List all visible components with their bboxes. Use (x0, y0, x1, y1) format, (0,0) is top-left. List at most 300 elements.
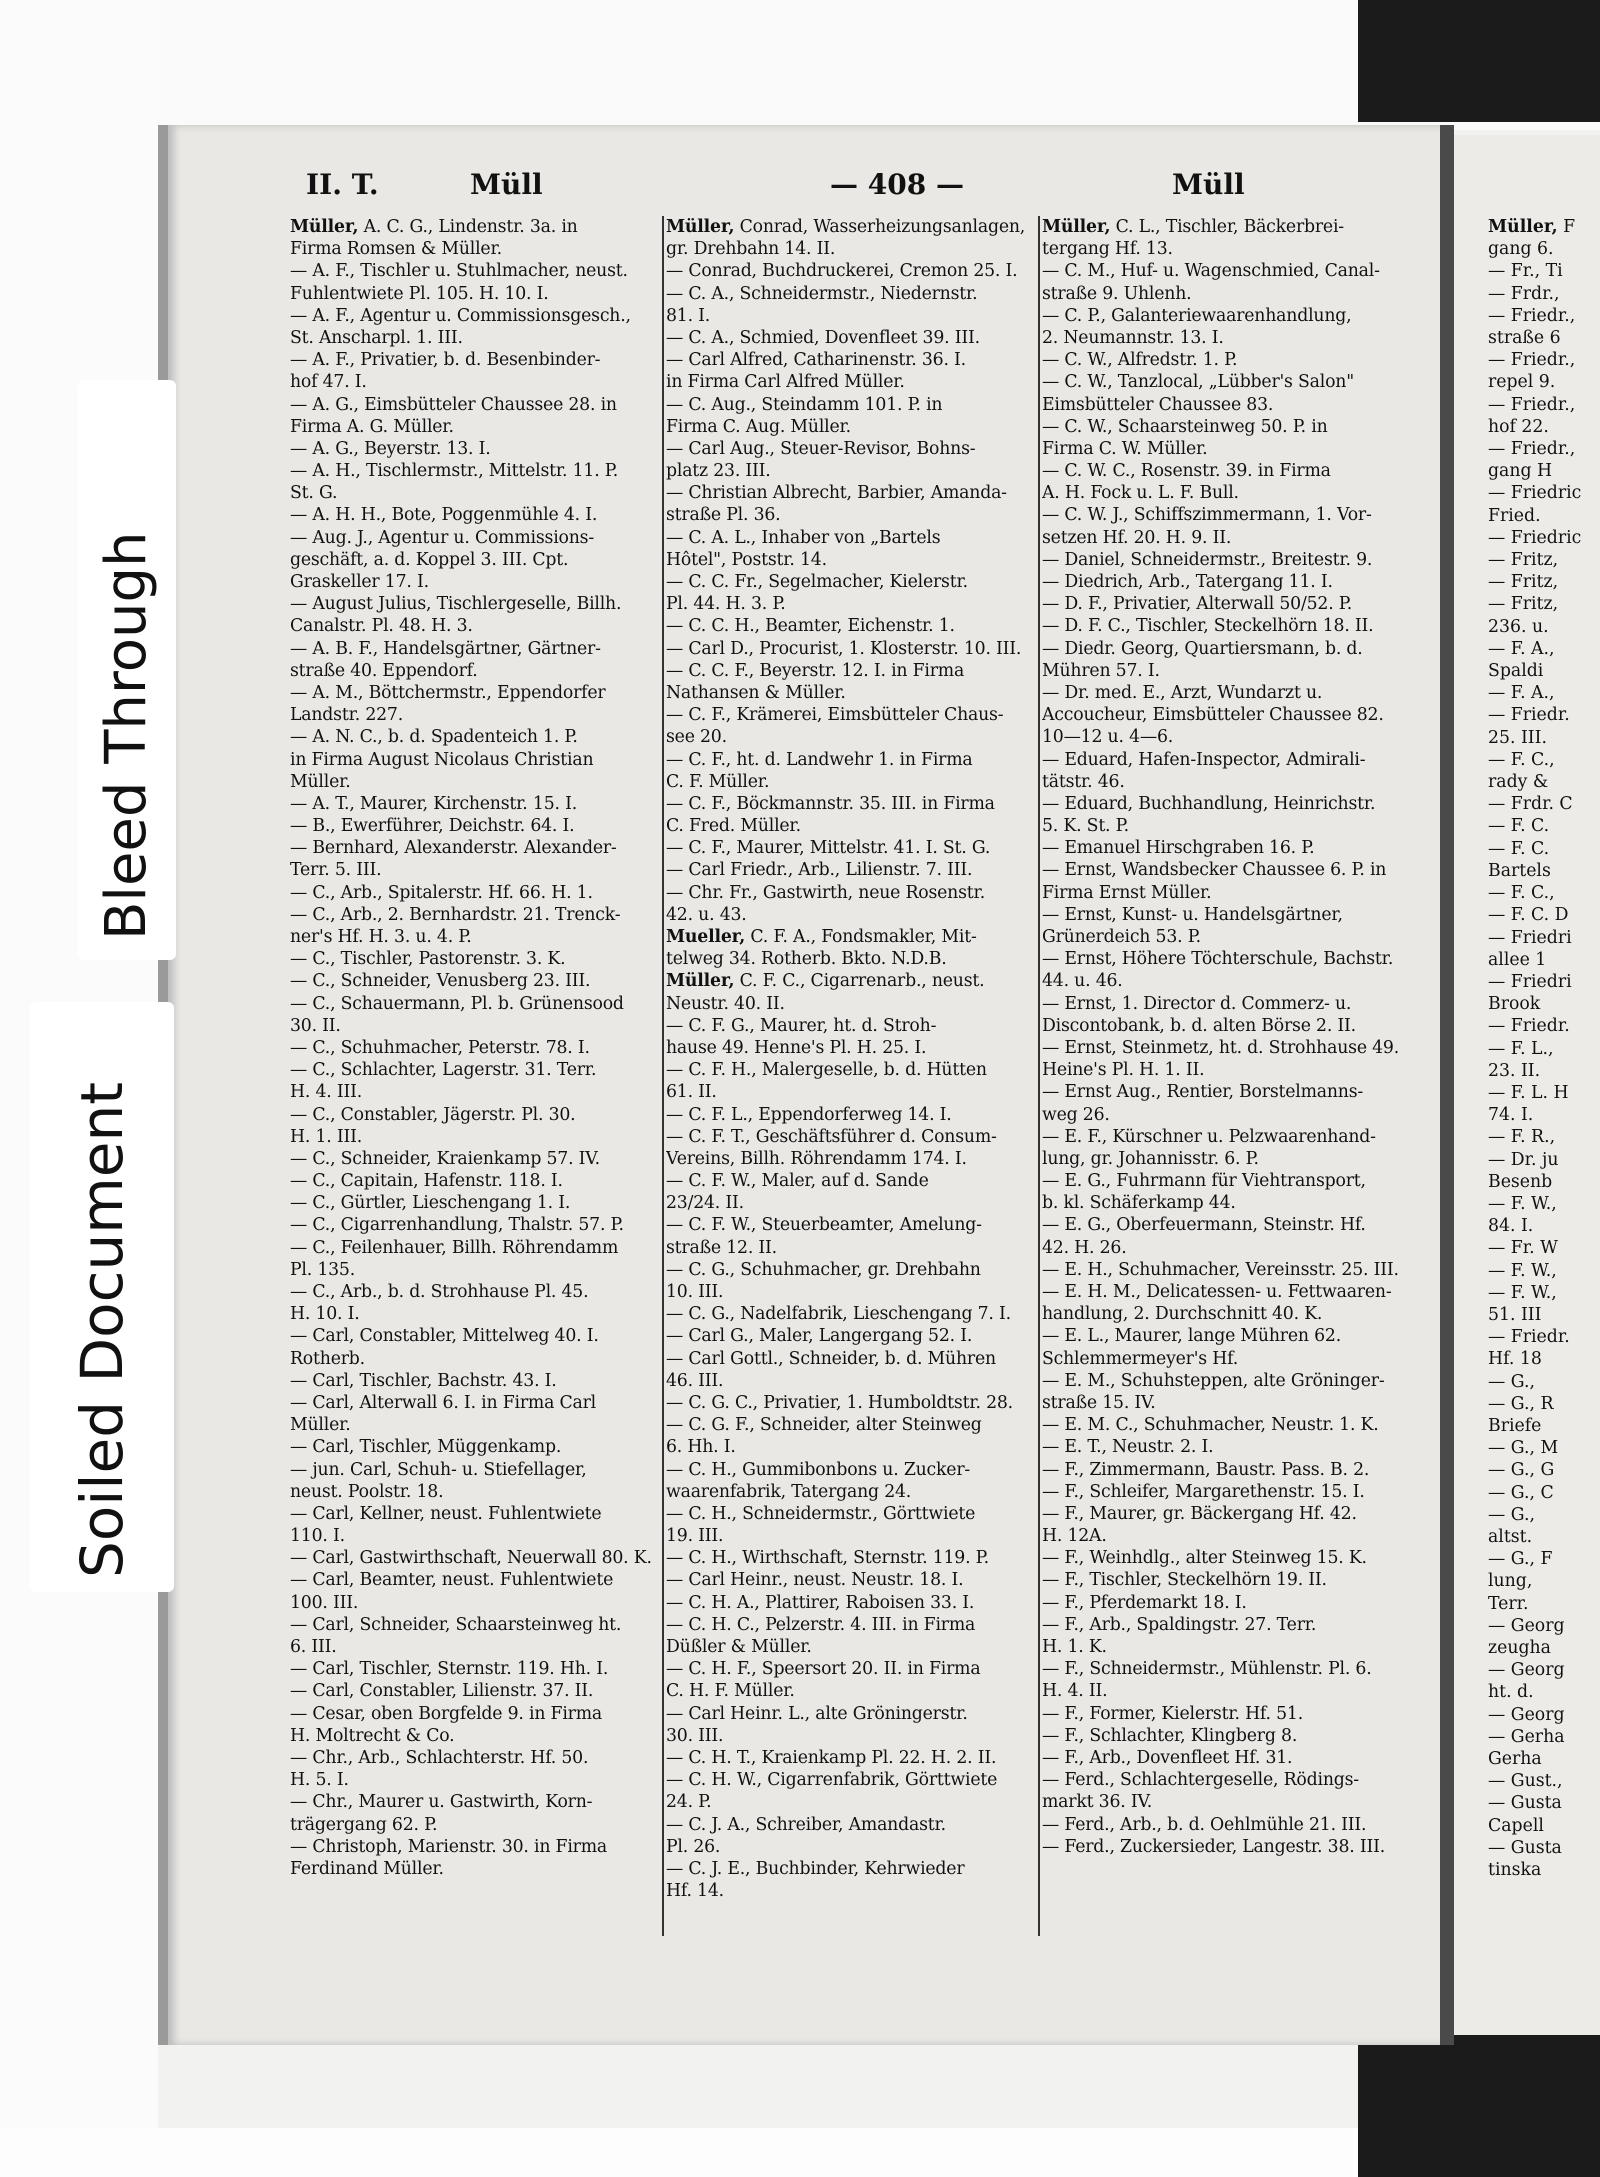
directory-entry-line: — C. F. T., Geschäftsführer d. Consum- (666, 1126, 997, 1147)
directory-entry-line: — C. G. C., Privatier, 1. Humboldtstr. 28. (666, 1392, 1013, 1413)
directory-entry-line: — E. T., Neustr. 2. I. (1042, 1437, 1214, 1458)
directory-entry-line: — G., C (1488, 1482, 1554, 1503)
directory-entry-line: 236. u. (1488, 616, 1549, 637)
directory-entry-line: Grünerdeich 53. P. (1042, 927, 1201, 947)
directory-entry-line: tätstr. 46. (1042, 771, 1125, 792)
directory-entry-line: — Ferd., Zuckersieder, Langestr. 38. III. (1042, 1836, 1385, 1857)
directory-entry-line: — F. C. (1488, 838, 1550, 859)
directory-entry-line: — C. A., Schmied, Dovenfleet 39. III. (666, 327, 980, 348)
directory-entry-line: Müller, Conrad, Wasserheizungsanlagen, (666, 217, 1026, 237)
directory-entry-line: Gerha (1488, 1749, 1542, 1770)
directory-entry-line: — C., Schlachter, Lagerstr. 31. Terr. (290, 1060, 597, 1081)
directory-entry-line: — C., Feilenhauer, Billh. Röhrendamm (290, 1237, 619, 1258)
directory-entry-line: see 20. (666, 727, 727, 748)
directory-entry-line: ner's Hf. H. 3. u. 4. P. (290, 927, 472, 947)
directory-entry-line: Müller, C. F. C., Cigarrenarb., neust. (666, 971, 985, 992)
directory-entry-line: — C. H., Wirthschaft, Sternstr. 119. P. (666, 1548, 989, 1569)
directory-entry-line: — Ernst, Wandsbecker Chaussee 6. P. in (1042, 860, 1387, 881)
directory-entry-line: — Fritz, (1488, 572, 1559, 593)
directory-entry-line: — C. C. H., Beamter, Eichenstr. 1. (666, 616, 955, 637)
directory-entry-line: H. 1. K. (1042, 1637, 1107, 1657)
directory-entry-line: Hf. 14. (666, 1881, 724, 1902)
directory-entry-line: — C. H., Gummibonbons u. Zucker- (666, 1459, 971, 1480)
directory-entry-line: — Eduard, Buchhandlung, Heinrichstr. (1042, 793, 1376, 814)
directory-entry-line: — C. F. W., Maler, auf d. Sande (666, 1171, 929, 1192)
directory-entry-line: — Fritz, (1488, 550, 1559, 571)
directory-entry-line: Vereins, Billh. Röhrendamm 174. I. (666, 1148, 967, 1169)
directory-entry-line: — F. R., (1488, 1127, 1556, 1148)
surname-heading: Mueller, (666, 927, 746, 947)
directory-entry-line: — C. W. J., Schiffszimmermann, 1. Vor- (1042, 505, 1372, 526)
directory-entry-line: straße 9. Uhlenh. (1042, 283, 1192, 304)
directory-entry-line: — Carl, Constabler, Mittelweg 40. I. (290, 1326, 599, 1347)
directory-entry-line: Terr. (1488, 1593, 1529, 1614)
directory-entry-line: — C. Aug., Steindamm 101. P. in (666, 394, 943, 415)
directory-entry-line: A. H. Fock u. L. F. Bull. (1042, 483, 1239, 504)
directory-entry-line: — C. C. Fr., Segelmacher, Kielerstr. (666, 572, 968, 592)
directory-entry-line: 46. III. (666, 1370, 724, 1391)
directory-entry-line: — Ferd., Arb., b. d. Oehlmühle 21. III. (1042, 1814, 1367, 1835)
column-rule (662, 216, 664, 1936)
directory-entry-line: markt 36. IV. (1042, 1792, 1153, 1813)
directory-entry-line: — F. L. H (1488, 1082, 1569, 1103)
directory-entry-line: Müller. (290, 1415, 351, 1436)
directory-entry-line: — F. C. D (1488, 905, 1569, 926)
directory-entry-line: — Chr., Arb., Schlachterstr. Hf. 50. (290, 1747, 589, 1768)
directory-entry-line: — Chr. Fr., Gastwirth, neue Rosenstr. (666, 882, 985, 903)
directory-entry-line: — C., Schuhmacher, Peterstr. 78. I. (290, 1037, 590, 1058)
directory-entry-line: Discontobank, b. d. alten Börse 2. II. (1042, 1015, 1356, 1036)
directory-entry-line: Müller, C. L., Tischler, Bäckerbrei- (1042, 217, 1344, 237)
directory-entry-line: — Ernst, 1. Director d. Commerz- u. (1042, 993, 1352, 1014)
directory-entry-line: H. 4. III. (290, 1082, 363, 1103)
directory-entry-line: — C. G., Nadelfabrik, Lieschengang 7. I. (666, 1304, 1011, 1325)
directory-entry-line: — Frdr. C (1488, 794, 1573, 815)
directory-entry-line: — F., Tischler, Steckelhörn 19. II. (1042, 1570, 1327, 1591)
directory-entry-line: — Carl, Tischler, Bachstr. 43. I. (290, 1370, 557, 1391)
directory-entry-line: b. kl. Schäferkamp 44. (1042, 1193, 1236, 1214)
directory-entry-line: — F. A., (1488, 638, 1555, 659)
directory-entry-line: — E. H. M., Delicatessen- u. Fettwaaren- (1042, 1282, 1392, 1302)
directory-entry-line: gr. Drehbahn 14. II. (666, 239, 836, 260)
directory-entry-line: — Carl Heinr. L., alte Gröningerstr. (666, 1703, 968, 1724)
directory-entry-line: — Conrad, Buchdruckerei, Cremon 25. I. (666, 261, 1018, 282)
directory-entry-line: — G., G (1488, 1460, 1555, 1481)
directory-entry-line: — C. F., Krämerei, Eimsbütteler Chaus- (666, 705, 1004, 726)
directory-entry-line: — Carl Heinr., neust. Neustr. 18. I. (666, 1570, 964, 1591)
directory-entry-line: — C. F., ht. d. Landwehr 1. in Firma (666, 749, 973, 770)
directory-entry-line: Pl. 26. (666, 1836, 721, 1857)
directory-entry-line: — Carl, Alterwall 6. I. in Firma Carl (290, 1392, 596, 1413)
directory-entry-line: — Carl, Kellner, neust. Fuhlentwiete (290, 1503, 602, 1524)
directory-entry-line: trägergang 62. P. (290, 1814, 438, 1835)
directory-entry-line: Mueller, C. F. A., Fondsmakler, Mit- (666, 927, 977, 947)
header-catchword-left: Müll (470, 168, 543, 201)
directory-entry-line: — F., Weinhdlg., alter Steinweg 15. K. (1042, 1548, 1367, 1569)
directory-entry-line: — A. N. C., b. d. Spadenteich 1. P. (290, 727, 578, 748)
directory-entry-line: — F. C. (1488, 816, 1550, 837)
directory-entry-line: Terr. 5. III. (290, 860, 382, 881)
directory-entry-line: — Gusta (1488, 1837, 1562, 1858)
directory-entry-line: — Fr. W (1488, 1238, 1558, 1259)
directory-entry-line: straße Pl. 36. (666, 505, 781, 526)
directory-entry-line: 61. II. (666, 1082, 717, 1103)
directory-entry-line: — Daniel, Schneidermstr., Breitestr. 9. (1042, 549, 1373, 570)
directory-entry-line: — G., (1488, 1371, 1535, 1392)
directory-entry-line: — F., Maurer, gr. Bäckergang Hf. 42. (1042, 1503, 1357, 1524)
directory-entry-line: — C. H., Schneidermstr., Görttwiete (666, 1503, 976, 1524)
directory-entry-line: — C., Capitain, Hafenstr. 118. I. (290, 1171, 563, 1192)
directory-entry-line: 30. II. (290, 1015, 341, 1036)
directory-entry-line: — Emanuel Hirschgraben 16. P. (1042, 838, 1315, 859)
directory-entry-line: — Friedr., (1488, 350, 1576, 371)
directory-entry-line: — G., F (1488, 1549, 1553, 1570)
directory-entry-line: — Diedrich, Arb., Tatergang 11. I. (1042, 572, 1333, 592)
directory-entry-line: — Carl D., Procurist, 1. Klosterstr. 10. III. (666, 638, 1022, 659)
directory-entry-line: — Carl, Gastwirthschaft, Neuerwall 80. K. (290, 1548, 652, 1569)
directory-entry-line: Hôtel", Poststr. 14. (666, 549, 827, 570)
scan-dark-edge-bottom (1358, 2035, 1600, 2177)
directory-entry-line: — Aug. J., Agentur u. Commissions- (290, 527, 594, 548)
directory-entry-line: Schlemmermeyer's Hf. (1042, 1348, 1238, 1369)
directory-entry-line: platz 23. III. (666, 461, 771, 482)
directory-entry-line: — Friedr. (1488, 705, 1570, 726)
directory-entry-line: — A. T., Maurer, Kirchenstr. 15. I. (290, 793, 577, 814)
next-page-column-fragment (1488, 216, 1600, 1881)
directory-entry-line: — Diedr. Georg, Quartiersmann, b. d. (1042, 638, 1363, 659)
directory-entry-line: — C., Cigarrenhandlung, Thalstr. 57. P. (290, 1215, 624, 1236)
directory-entry-line: — Ernst, Steinmetz, ht. d. Strohhause 49. (1042, 1037, 1400, 1058)
directory-entry-line: Capell (1488, 1815, 1544, 1836)
soiled-document-text: Soiled Document (68, 1082, 136, 1578)
directory-entry-line: — B., Ewerführer, Deichstr. 64. I. (290, 816, 575, 837)
directory-entry-line: C. Fred. Müller. (666, 816, 801, 837)
directory-entry-line: Ferdinand Müller. (290, 1858, 444, 1879)
directory-entry-line: waarenfabrik, Tatergang 24. (666, 1481, 912, 1502)
soiled-document-label (30, 1002, 174, 1592)
directory-entry-line: — Friedric (1488, 483, 1582, 504)
directory-entry-line: — Friedr. (1488, 1016, 1570, 1037)
directory-entry-line: — E. H., Schuhmacher, Vereinsstr. 25. III. (1042, 1259, 1399, 1280)
directory-entry-line: — Friedr. (1488, 1327, 1570, 1348)
directory-entry-line: — C. F. W., Steuerbeamter, Amelung- (666, 1215, 982, 1236)
directory-entry-line: allee 1 (1488, 949, 1547, 970)
directory-entry-line: Rotherb. (290, 1348, 365, 1369)
directory-entry-line: — Ferd., Schlachtergeselle, Rödings- (1042, 1770, 1359, 1791)
directory-entry-line: — C., Arb., Spitalerstr. Hf. 66. H. 1. (290, 882, 593, 903)
directory-entry-line: — C. G., Schuhmacher, gr. Drehbahn (666, 1259, 981, 1280)
directory-entry-line: — C. P., Galanteriewaarenhandlung, (1042, 305, 1352, 326)
directory-entry-line: 10. III. (666, 1282, 724, 1302)
directory-entry-line: — C. H. C., Pelzerstr. 4. III. in Firma (666, 1614, 976, 1635)
directory-entry-line: Landstr. 227. (290, 705, 404, 726)
directory-entry-line: — Georg (1488, 1615, 1565, 1636)
directory-column-2 (666, 216, 1038, 1902)
directory-entry-line: geschäft, a. d. Koppel 3. III. Cpt. (290, 549, 569, 570)
directory-entry-line: 10—12 u. 4—6. (1042, 727, 1174, 748)
directory-entry-line: Spaldi (1488, 661, 1544, 682)
directory-entry-line: — Eduard, Hafen-Inspector, Admirali- (1042, 749, 1366, 770)
directory-column-1 (290, 216, 662, 1880)
directory-entry-line: Pl. 44. H. 3. P. (666, 594, 786, 615)
directory-entry-line: Bartels (1488, 860, 1551, 881)
directory-entry-line: 84. I. (1488, 1216, 1534, 1237)
directory-entry-line: Mühren 57. I. (1042, 660, 1160, 681)
directory-entry-line: — C. J. A., Schreiber, Amandastr. (666, 1814, 946, 1835)
directory-entry-line: — Gust., (1488, 1771, 1563, 1792)
directory-entry-line: — F., Arb., Dovenfleet Hf. 31. (1042, 1747, 1293, 1768)
directory-entry-line: — C. H. A., Plattirer, Raboisen 33. I. (666, 1592, 975, 1613)
directory-entry-line: — E. F., Kürschner u. Pelzwaarenhand- (1042, 1126, 1376, 1147)
header-catchword-right: Müll (1172, 168, 1245, 201)
surname-heading: Müller, (666, 217, 735, 237)
directory-entry-line: — Gusta (1488, 1793, 1562, 1814)
directory-entry-line: — Carl Alfred, Catharinenstr. 36. I. (666, 350, 966, 371)
directory-entry-line: 6. Hh. I. (666, 1437, 736, 1458)
directory-entry-line: — C. H. W., Cigarrenfabrik, Görttwiete (666, 1770, 998, 1791)
directory-entry-line: straße 15. IV. (1042, 1392, 1156, 1413)
directory-entry-line: — A. F., Agentur u. Commissionsgesch., (290, 305, 631, 326)
directory-entry-line: — Carl G., Maler, Langergang 52. I. (666, 1326, 973, 1347)
directory-entry-line: — A. B. F., Handelsgärtner, Gärtner- (290, 638, 601, 659)
directory-entry-line: — Fr., Ti (1488, 261, 1563, 282)
directory-entry-line: 25. III. (1488, 727, 1547, 748)
directory-entry-line: — F., Former, Kielerstr. Hf. 51. (1042, 1703, 1303, 1724)
directory-entry-line: — A. H. H., Bote, Poggenmühle 4. I. (290, 505, 598, 526)
bleed-through-label (78, 380, 176, 960)
directory-entry-line: St. G. (290, 483, 338, 504)
directory-entry-line: Besenb (1488, 1171, 1553, 1192)
directory-entry-line: — Friedri (1488, 971, 1572, 992)
directory-entry-line: — Carl Friedr., Arb., Lilienstr. 7. III. (666, 860, 973, 881)
directory-entry-line: 5. K. St. P. (1042, 816, 1129, 837)
directory-entry-line: setzen Hf. 20. H. 9. II. (1042, 527, 1232, 548)
directory-entry-line: — C. A. L., Inhaber von „Bartels (666, 527, 941, 548)
directory-entry-line: 110. I. (290, 1526, 345, 1547)
directory-entry-line: — C. F. H., Malergeselle, b. d. Hütten (666, 1060, 987, 1081)
directory-entry-line: — C. A., Schneidermstr., Niedernstr. (666, 283, 978, 304)
directory-entry-line: — F. A., (1488, 683, 1555, 704)
directory-entry-line: in Firma Carl Alfred Müller. (666, 372, 905, 393)
directory-entry-line: 23. II. (1488, 1060, 1541, 1081)
directory-entry-line: Hf. 18 (1488, 1349, 1542, 1370)
column-rule (1038, 216, 1040, 1936)
directory-entry-line: — G., R (1488, 1393, 1554, 1414)
directory-entry-line: Pl. 135. (290, 1259, 356, 1280)
directory-entry-line: Müller, A. C. G., Lindenstr. 3a. in (290, 217, 578, 237)
directory-entry-line: — Cesar, oben Borgfelde 9. in Firma (290, 1703, 603, 1724)
directory-entry-line: straße 6 (1488, 328, 1561, 349)
surname-heading: Müller, (666, 971, 735, 992)
directory-entry-line: straße 40. Eppendorf. (290, 660, 478, 681)
page-gutter (1440, 125, 1454, 2045)
directory-entry-line: — F., Zimmermann, Baustr. Pass. B. 2. (1042, 1459, 1370, 1480)
directory-entry-line: Nathansen & Müller. (666, 682, 846, 703)
directory-entry-line: 74. I. (1488, 1105, 1534, 1126)
bleed-through-text: Bleed Through (94, 531, 159, 940)
directory-entry-line: — A. M., Böttchermstr., Eppendorfer (290, 682, 606, 703)
directory-entry-line: Müller. (290, 771, 351, 792)
directory-entry-line: — Carl Gottl., Schneider, b. d. Mühren (666, 1348, 996, 1369)
directory-entry-line: — Ernst, Höhere Töchterschule, Bachstr. (1042, 949, 1394, 970)
directory-entry-line: — Ernst, Kunst- u. Handelsgärtner, (1042, 904, 1343, 925)
directory-entry-line: 42. H. 26. (1042, 1237, 1127, 1258)
directory-entry-line: H. Moltrecht & Co. (290, 1725, 455, 1746)
directory-entry-line: neust. Poolstr. 18. (290, 1481, 444, 1502)
directory-entry-line: Eimsbütteler Chaussee 83. (1042, 394, 1274, 415)
directory-entry-line: — F. W., (1488, 1193, 1557, 1214)
directory-entry-line: 30. III. (666, 1725, 724, 1746)
directory-entry-line: tinska (1488, 1860, 1542, 1881)
directory-entry-line: — A. G., Beyerstr. 13. I. (290, 438, 491, 459)
directory-entry-line: — C., Schneider, Venusberg 23. III. (290, 971, 591, 992)
directory-entry-line: 44. u. 46. (1042, 971, 1123, 992)
directory-entry-line: 100. III. (290, 1592, 359, 1613)
directory-entry-line: straße 12. II. (666, 1237, 777, 1258)
directory-entry-line: — Carl Aug., Steuer-Revisor, Bohns- (666, 438, 976, 459)
directory-entry-line: — C. F. L., Eppendorferweg 14. I. (666, 1104, 952, 1125)
directory-entry-line: 19. III. (666, 1526, 724, 1547)
directory-entry-line: rady & (1488, 772, 1549, 793)
surname-heading: Müller, (1042, 217, 1111, 237)
directory-entry-line: hause 49. Henne's Pl. H. 25. I. (666, 1037, 927, 1058)
directory-entry-line: — August Julius, Tischlergeselle, Billh. (290, 594, 622, 615)
directory-entry-line: — Carl, Tischler, Müggenkamp. (290, 1437, 562, 1458)
directory-entry-line: — Friedr., (1488, 439, 1576, 460)
directory-entry-line: — Friedr., (1488, 305, 1576, 326)
directory-entry-line: Firma A. G. Müller. (290, 416, 454, 437)
directory-entry-line: — Chr., Maurer u. Gastwirth, Korn- (290, 1792, 593, 1813)
directory-entry-line: — A. G., Eimsbütteler Chaussee 28. in (290, 394, 617, 415)
directory-entry-line: H. 10. I. (290, 1304, 360, 1325)
directory-entry-line: — D. F., Privatier, Alterwall 50/52. P. (1042, 594, 1352, 615)
directory-entry-line: — F. W., (1488, 1260, 1557, 1281)
directory-entry-line: Briefe (1488, 1415, 1542, 1436)
directory-entry-line: — F. L., (1488, 1038, 1554, 1059)
directory-entry-line: — F., Arb., Spaldingstr. 27. Terr. (1042, 1614, 1317, 1635)
directory-entry-line: in Firma August Nicolaus Christian (290, 749, 594, 770)
directory-entry-line: — F. C., (1488, 883, 1555, 904)
directory-entry-line: — E. L., Maurer, lange Mühren 62. (1042, 1326, 1341, 1347)
directory-entry-line: — C., Arb., b. d. Strohhause Pl. 45. (290, 1282, 589, 1302)
surname-heading: Müller, (1488, 217, 1558, 237)
scan-dark-edge-top (1358, 0, 1600, 122)
directory-entry-line: 51. III (1488, 1304, 1542, 1325)
directory-entry-line: Heine's Pl. H. 1. II. (1042, 1060, 1205, 1081)
directory-entry-line: — A. H., Tischlermstr., Mittelstr. 11. P. (290, 461, 618, 482)
directory-entry-line: telweg 34. Rotherb. Bkto. N.D.B. (666, 949, 947, 970)
directory-entry-line: — Friedric (1488, 527, 1582, 548)
directory-entry-line: — Fritz, (1488, 594, 1559, 615)
header-volume: II. T. (306, 168, 379, 201)
directory-entry-line: — Carl, Beamter, neust. Fuhlentwiete (290, 1570, 614, 1591)
surname-heading: Müller, (290, 217, 359, 237)
directory-entry-line: lung, (1488, 1571, 1533, 1592)
directory-entry-line: Canalstr. Pl. 48. H. 3. (290, 616, 473, 637)
directory-entry-line: tergang Hf. 13. (1042, 239, 1173, 260)
directory-entry-line: — F. C., (1488, 749, 1555, 770)
directory-entry-line: altst. (1488, 1526, 1533, 1547)
directory-entry-line: Müller, F (1488, 217, 1576, 237)
directory-entry-line: 6. III. (290, 1637, 337, 1657)
directory-entry-line: gang H (1488, 461, 1553, 482)
directory-entry-line: Firma Ernst Müller. (1042, 882, 1212, 903)
directory-entry-line: hof 47. I. (290, 372, 367, 393)
directory-entry-line: Firma C. Aug. Müller. (666, 416, 851, 437)
directory-entry-line: 81. I. (666, 305, 711, 326)
directory-entry-line: — C. F., Böckmannstr. 35. III. in Firma (666, 793, 995, 814)
directory-entry-line: — Dr. ju (1488, 1149, 1559, 1170)
directory-entry-line: — Gerha (1488, 1726, 1565, 1747)
directory-entry-line: — Friedri (1488, 927, 1572, 948)
directory-entry-line: — E. G., Oberfeuermann, Steinstr. Hf. (1042, 1215, 1366, 1236)
directory-entry-line: — C. W., Alfredstr. 1. P. (1042, 350, 1238, 371)
directory-entry-line: St. Anscharpl. 1. III. (290, 327, 463, 348)
directory-entry-line: — F., Schlachter, Klingberg 8. (1042, 1725, 1298, 1746)
directory-entry-line: — E. M., Schuhsteppen, alte Gröninger- (1042, 1370, 1385, 1391)
directory-entry-line: — C. G. F., Schneider, alter Steinweg (666, 1415, 982, 1436)
directory-entry-line: repel 9. (1488, 372, 1556, 393)
directory-entry-line: — D. F. C., Tischler, Steckelhörn 18. II. (1042, 616, 1374, 637)
directory-entry-line: — C. W. C., Rosenstr. 39. in Firma (1042, 461, 1331, 482)
directory-entry-line: — Georg (1488, 1704, 1565, 1725)
directory-entry-line: — Frdr., (1488, 283, 1560, 304)
directory-entry-line: 2. Neumannstr. 13. I. (1042, 327, 1224, 348)
directory-entry-line: Firma C. W. Müller. (1042, 438, 1208, 459)
directory-entry-line: — Georg (1488, 1660, 1565, 1681)
directory-entry-line: — C., Tischler, Pastorenstr. 3. K. (290, 949, 566, 970)
directory-entry-line: — Carl, Tischler, Sternstr. 119. Hh. I. (290, 1659, 609, 1680)
directory-entry-line: — Christian Albrecht, Barbier, Amanda- (666, 483, 1007, 504)
directory-entry-line: — C. M., Huf- u. Wagenschmied, Canal- (1042, 261, 1380, 282)
directory-entry-line: — C., Constabler, Jägerstr. Pl. 30. (290, 1104, 576, 1125)
directory-entry-line: 23/24. II. (666, 1193, 744, 1214)
directory-entry-line: — F. W., (1488, 1282, 1557, 1303)
directory-entry-line: — C., Gürtler, Lieschengang 1. I. (290, 1193, 571, 1214)
directory-entry-line: — Carl, Schneider, Schaarsteinweg ht. (290, 1614, 622, 1635)
directory-entry-line: gang 6. (1488, 239, 1554, 260)
directory-entry-line: — Dr. med. E., Arzt, Wundarzt u. (1042, 682, 1323, 703)
directory-entry-line: — F., Schneidermstr., Mühlenstr. Pl. 6. (1042, 1659, 1372, 1680)
directory-entry-line: weg 26. (1042, 1104, 1110, 1125)
directory-entry-line: Düßler & Müller. (666, 1637, 812, 1657)
directory-entry-line: — C. J. E., Buchbinder, Kehrwieder (666, 1858, 965, 1879)
directory-entry-line: — Christoph, Marienstr. 30. in Firma (290, 1836, 608, 1857)
directory-entry-line: — jun. Carl, Schuh- u. Stiefellager, (290, 1459, 587, 1480)
directory-entry-line: — Bernhard, Alexanderstr. Alexander- (290, 838, 617, 859)
directory-entry-line: — C. H. F., Speersort 20. II. in Firma (666, 1659, 981, 1680)
directory-column-3 (1042, 216, 1414, 1858)
directory-entry-line: 24. P. (666, 1792, 712, 1813)
directory-entry-line: — Carl, Constabler, Lilienstr. 37. II. (290, 1681, 594, 1702)
directory-entry-line: — C., Schauermann, Pl. b. Grünensood (290, 993, 624, 1014)
directory-entry-line: 42. u. 43. (666, 904, 747, 925)
directory-entry-line: handlung, 2. Durchschnitt 40. K. (1042, 1304, 1323, 1325)
directory-entry-line: Firma Romsen & Müller. (290, 239, 502, 260)
directory-entry-line: ht. d. (1488, 1682, 1534, 1703)
directory-entry-line: H. 12A. (1042, 1526, 1107, 1547)
directory-entry-line: H. 5. I. (290, 1770, 349, 1791)
directory-entry-line: — C. W., Tanzlocal, „Lübber's Salon" (1042, 372, 1354, 393)
directory-entry-line: C. F. Müller. (666, 771, 770, 792)
directory-entry-line: Fuhlentwiete Pl. 105. H. 10. I. (290, 283, 549, 304)
directory-entry-line: — F., Schleifer, Margarethenstr. 15. I. (1042, 1481, 1365, 1502)
directory-entry-line: Graskeller 17. I. (290, 572, 429, 592)
directory-entry-line: — Friedr., (1488, 394, 1576, 415)
directory-entry-line: — C. H. T., Kraienkamp Pl. 22. H. 2. II. (666, 1747, 997, 1768)
directory-entry-line: — C. W., Schaarsteinweg 50. P. in (1042, 416, 1328, 437)
directory-entry-line: — F., Pferdemarkt 18. I. (1042, 1592, 1247, 1613)
